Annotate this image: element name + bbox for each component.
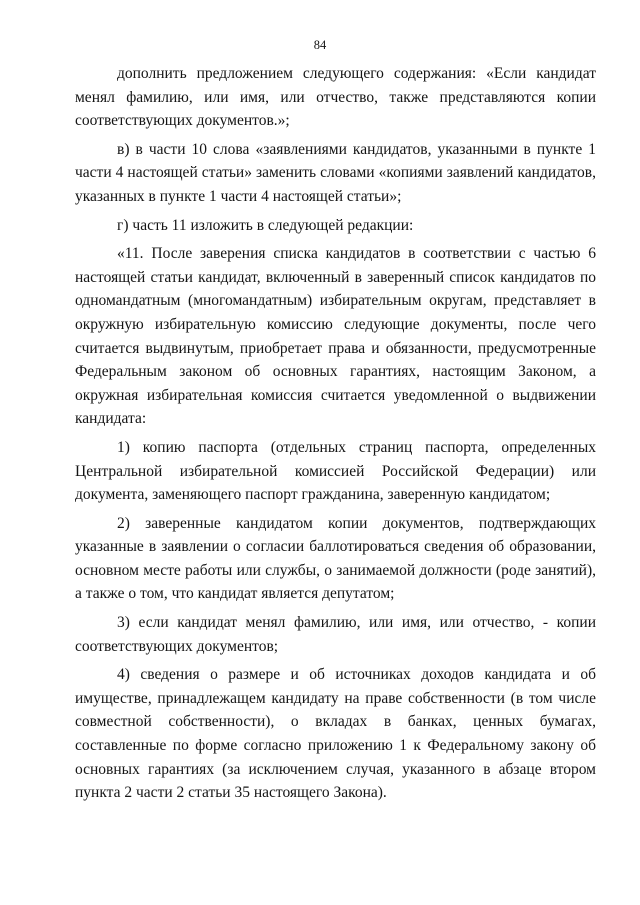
- paragraph-item-v: в) в части 10 слова «заявлениями кандидатов, указанными в пункте 1 части 4 настоящей статьи» заменить словами «копиями заявлений кандидатов, указанных в пункте 1 части 4 настоящей статьи»;: [75, 140, 596, 205]
- page-number: 84: [313, 38, 327, 52]
- paragraph-subitem-1: 1) копию паспорта (отдельных страниц паспорта, определенных Центральной избирательной комиссией Российской Федерации) или документа, заменяющего паспорт гражданина, заверенную кандидатом;: [75, 438, 596, 504]
- paragraph-amendment-text: дополнить предложением следующего содержания: «Если кандидат менял фамилию, или имя, или отчество, также представляются копии соответствующих документов.»;: [75, 65, 596, 130]
- document-body: [75, 62, 596, 810]
- paragraph-part-11: «11. После заверения списка кандидатов в соответствии с частью 6 настоящей статьи кандидат, включенный в заверенный список кандидатов по одномандатным (многомандатным) избирательным округам, представляет в окружную избирательную комиссию следующие документы, после чего считается выдвинутым, приобретает права и обязанности, предусмотренные Федеральным законом об основных гарантиях, настоящим Законом, а окружная избирательная комиссия считается уведомленной о выдвижении кандидата:: [75, 245, 596, 428]
- paragraph-subitem-2: 2) заверенные кандидатом копии документов, подтверждающих указанные в заявлении о согласии баллотироваться сведения об образовании, основном месте работы или службы, о занимаемой должности (роде занятий), а также о том, что кандидат является депутатом;: [75, 514, 596, 603]
- paragraph-item-g: г) часть 11 изложить в следующей редакции:: [117, 216, 414, 234]
- paragraph-subitem-3: 3) если кандидат менял фамилию, или имя, или отчество, - копии соответствующих документов;: [75, 614, 596, 655]
- paragraph-subitem-4: 4) сведения о размере и об источниках доходов кандидата и об имуществе, принадлежащем кандидату на праве собственности (в том числе совместной собственности), о вкладах в банках, ценных бумагах, составленные по форме согласно приложению 1 к Федеральному закону об основных гарантиях (за исключением случая, указанного в абзаце втором пункта 2 части 2 статьи 35 настоящего Закона).: [75, 666, 596, 802]
